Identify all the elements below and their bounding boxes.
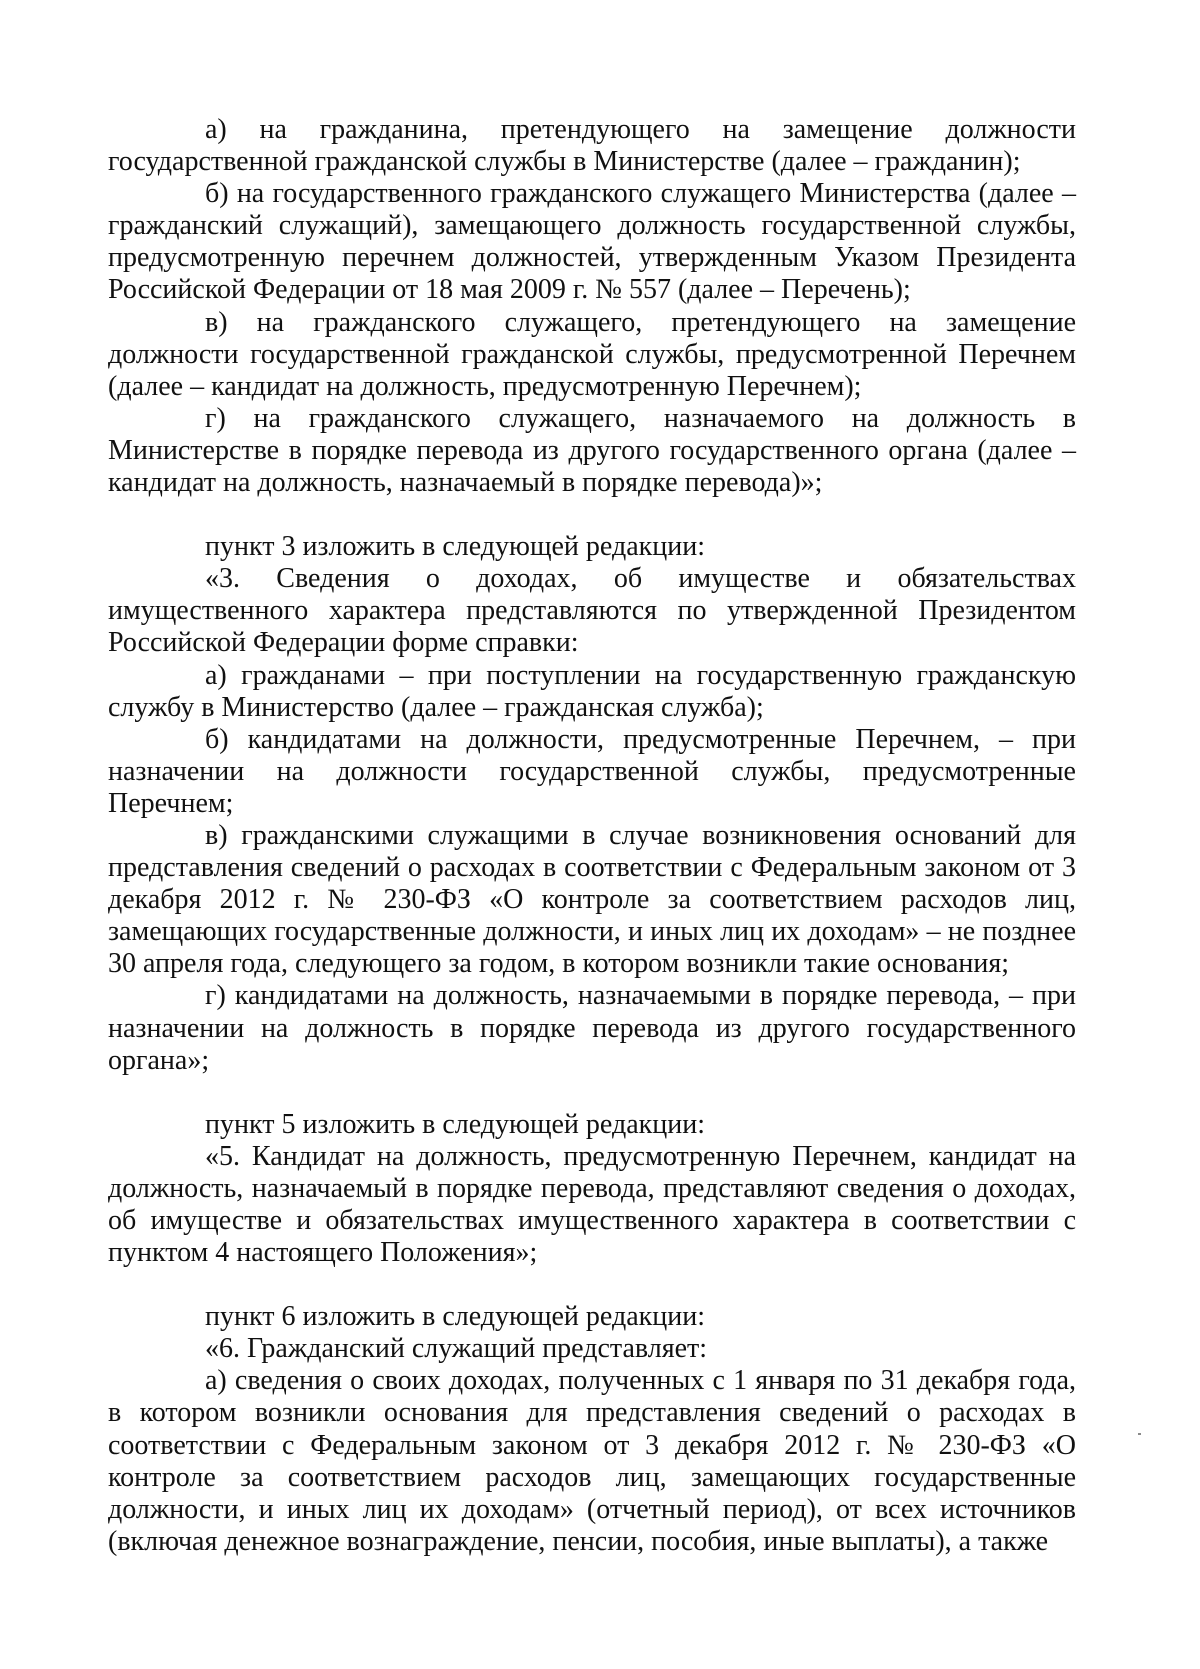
scan-speck [1138, 1433, 1141, 1435]
paragraph-point-3-text: «3. Сведения о доходах, об имуществе и обязательствах имущественного характера представляются по утвержденной Президентом Российской Федерации форме справки: [108, 563, 1076, 659]
paragraph-point-6-a: а) сведения о своих доходах, полученных с 1 января по 31 декабря года, в котором возникли основания для представления сведений о расходах в соответствии с Федеральным законом от 3 декабря 2012 г. № 230-ФЗ «О контроле за соответствием расходов лиц, замещающих государственные должности, и иных лиц их доходам» (отчетный период), от всех источников (включая денежное вознаграждение, пенсии, пособия, иные выплаты), а также [108, 1365, 1076, 1557]
paragraph-point-3-intro: пункт 3 изложить в следующей редакции: [205, 531, 705, 563]
paragraph-point-3-a: а) гражданами – при поступлении на государственную гражданскую службу в Министерство (далее – гражданская служба); [108, 659, 1076, 723]
paragraph-subpoint-a-citizen: а) на гражданина, претендующего на замещение должности государственной гражданской службы в Министерстве (далее – гражданин); [108, 114, 1076, 178]
paragraph-point-6-text: «6. Гражданский служащий представляет: [205, 1333, 708, 1365]
paragraph-subpoint-g-transfer: г) на гражданского служащего, назначаемого на должность в Министерстве в порядке перевода из другого государственного органа (далее – кандидат на должность, назначаемый в порядке перевода)»; [108, 402, 1076, 499]
paragraph-point-3-v: в) гражданскими служащими в случае возникновения оснований для представления сведений о расходах в соответствии с Федеральным законом от 3 декабря 2012 г. № 230-ФЗ «О контроле за соответствием расходов лиц, замещающих государственные должности, и иных лиц их доходам» – не позднее 30 апреля года, следующего за годом, в котором возникли такие основания; [108, 819, 1076, 980]
paragraph-point-3-b: б) кандидатами на должности, предусмотренные Перечнем, – при назначении на должности государственной службы, предусмотренные Перечнем; [108, 723, 1076, 819]
paragraph-gap [108, 499, 1076, 531]
paragraph-point-5-intro: пункт 5 изложить в следующей редакции: [205, 1108, 705, 1140]
paragraph-subpoint-v-candidate: в) на гражданского служащего, претендующего на замещение должности государственной гражданской службы, предусмотренной Перечнем (далее – кандидат на должность, предусмотренную Перечнем); [108, 306, 1076, 402]
paragraph-point-5-text: «5. Кандидат на должность, предусмотренную Перечнем, кандидат на должность, назначаемый в порядке перевода, представляют сведения о доходах, об имуществе и обязательствах имущественного характера в соответствии с пунктом 4 настоящего Положения»; [108, 1140, 1076, 1269]
paragraph-point-6-intro: пункт 6 изложить в следующей редакции: [205, 1301, 705, 1333]
paragraph-gap [108, 1269, 1076, 1301]
paragraph-point-3-g: г) кандидатами на должность, назначаемыми в порядке перевода, – при назначении на должность в порядке перевода из другого государственного органа»; [108, 980, 1076, 1076]
paragraph-subpoint-b-civil-servant: б) на государственного гражданского служащего Министерства (далее – гражданский служащий), замещающего должность государственной службы, предусмотренную перечнем должностей, утвержденным Указом Президента Российской Федерации от 18 мая 2009 г. № 557 (далее – Перечень); [108, 178, 1076, 306]
paragraph-gap [108, 1077, 1076, 1109]
document-body [108, 114, 1076, 1558]
